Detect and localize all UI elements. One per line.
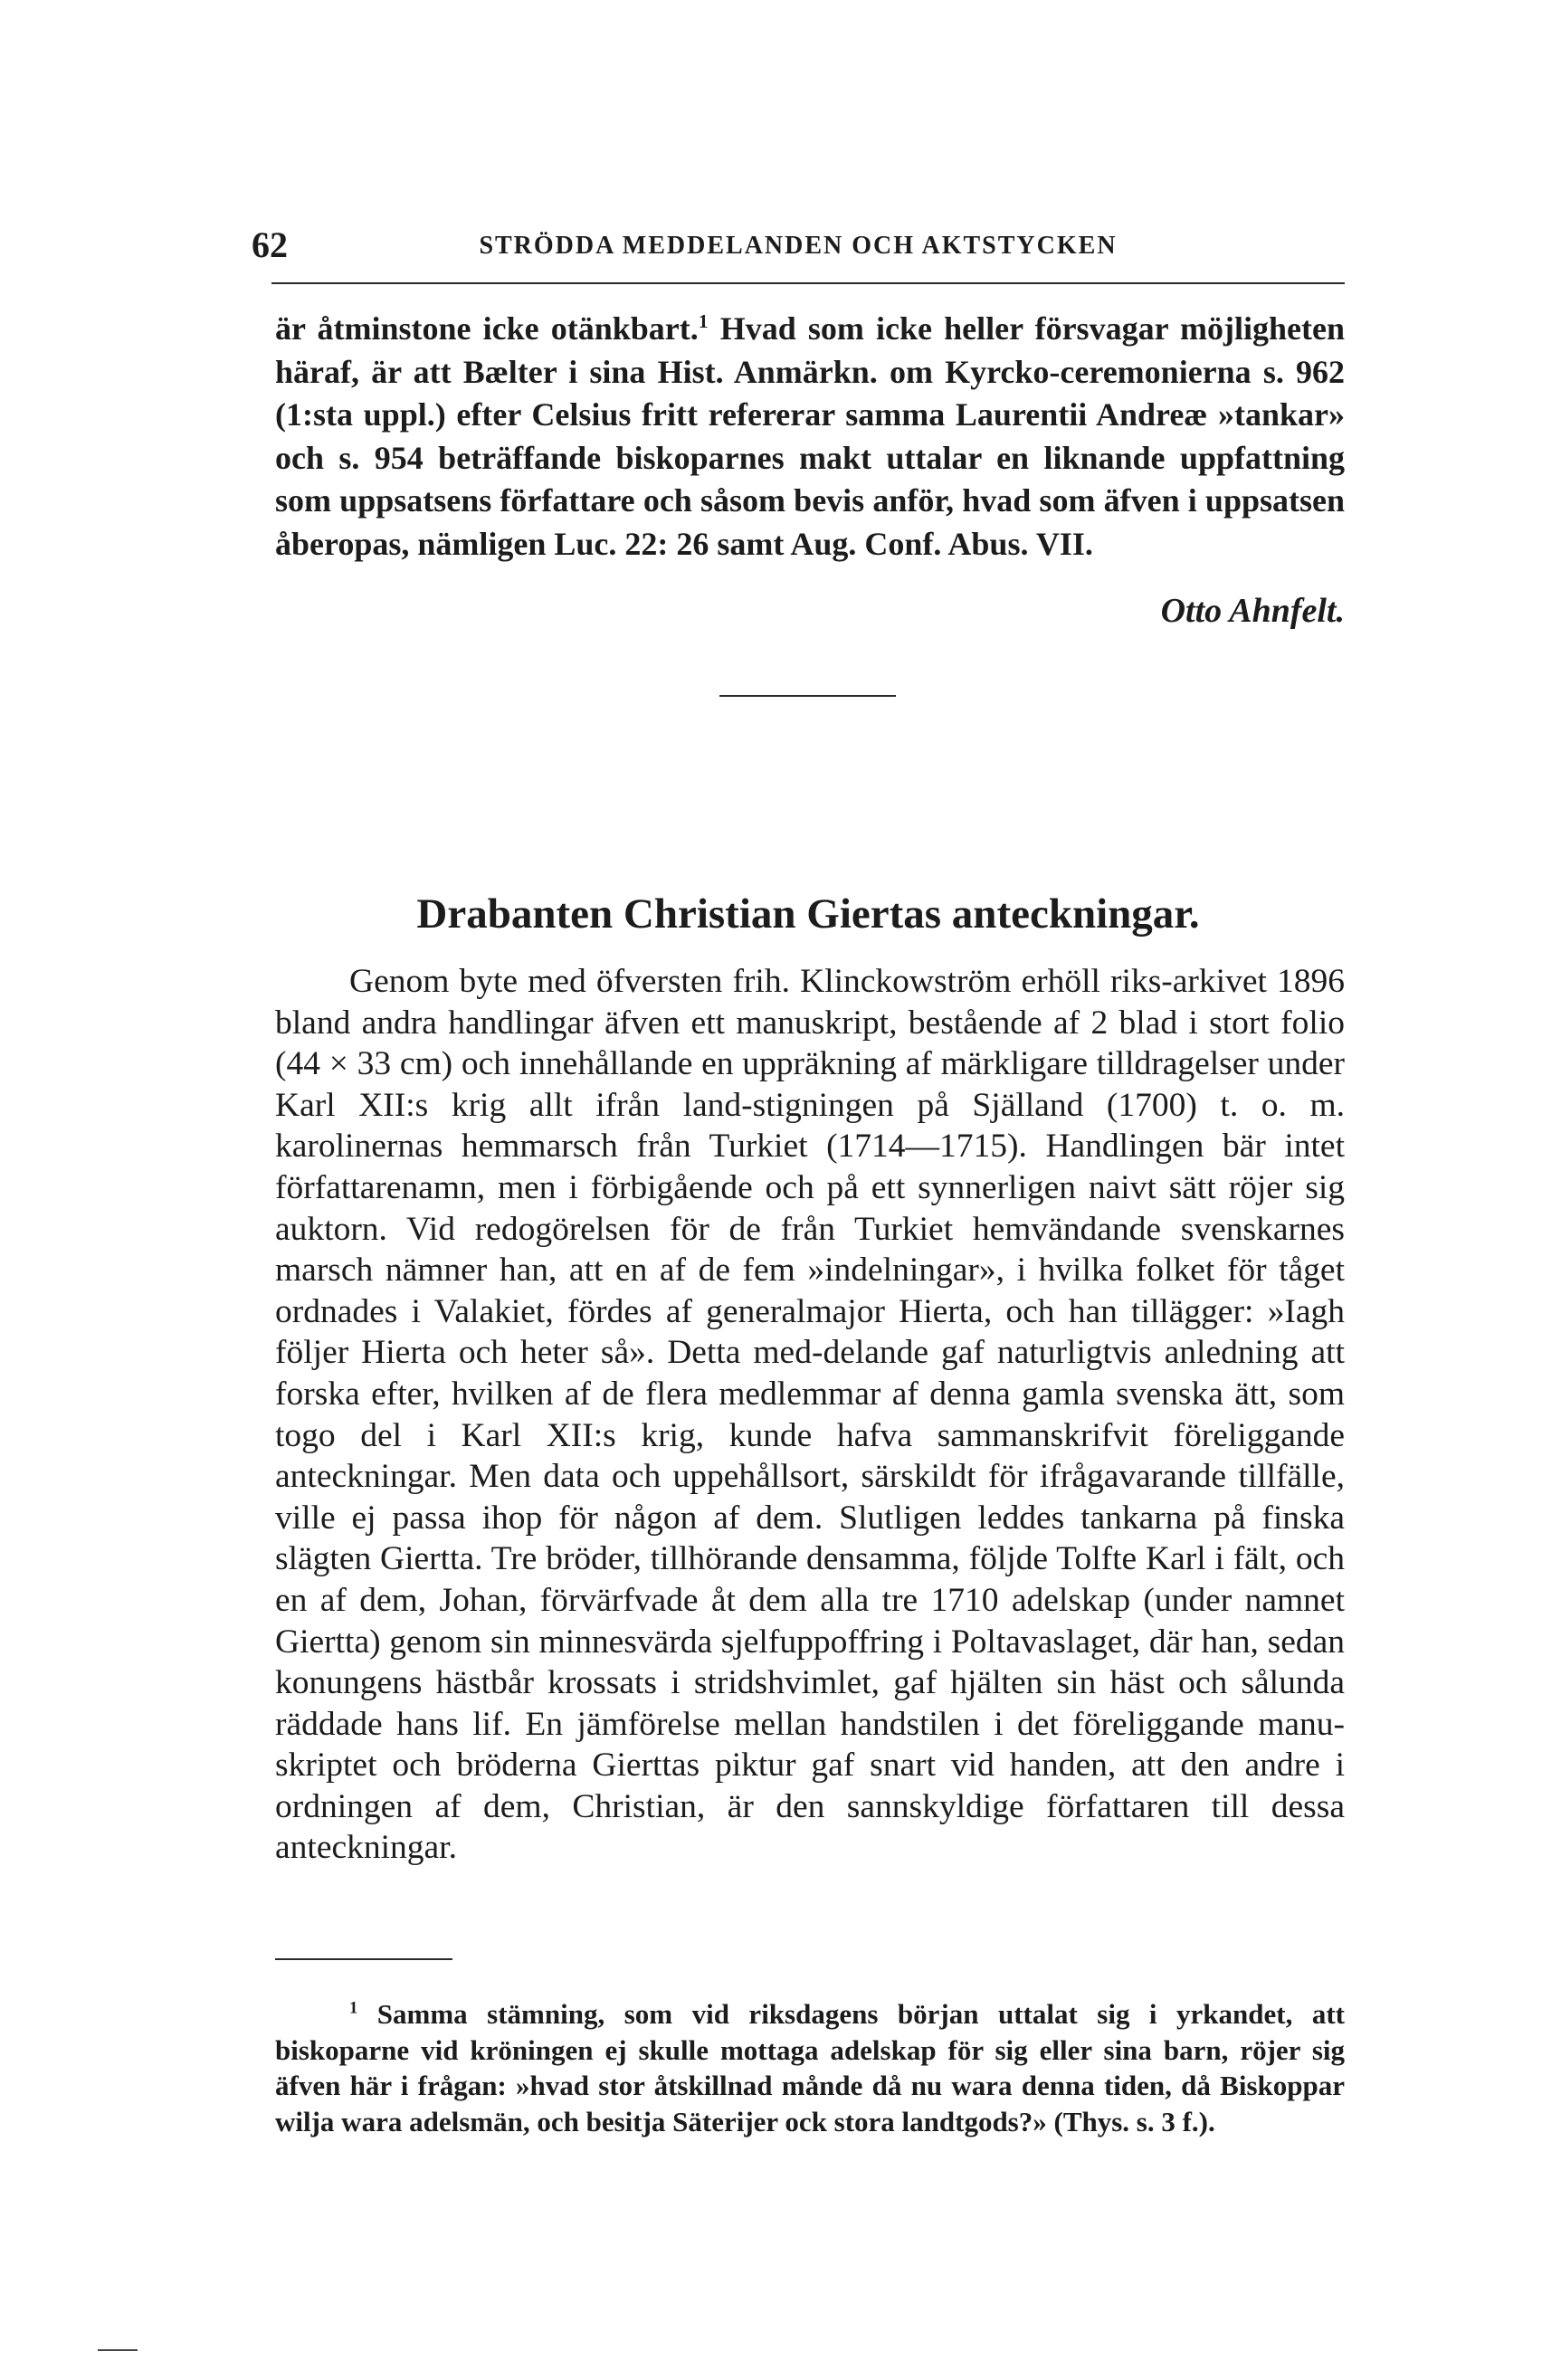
section-divider bbox=[719, 695, 896, 697]
footnote-mark: 1 bbox=[349, 1998, 358, 2018]
paragraph-text-before-note: är åtminstone icke otänkbart. bbox=[275, 310, 699, 347]
page-header bbox=[252, 223, 1345, 268]
article-title: Drabanten Christian Giertas anteckningar. bbox=[416, 890, 1200, 938]
footnote-text: Samma stämning, som vid riksdagens början uttalat sig i yrkandet, att biskoparne vid kröningen ej skulle mottaga adelskap för sig eller sina barn, röjer sig äfven här i frågan: »hvad stor åtskillnad månde då nu wara denna tiden, då Biskoppar wilja wara adelsmän, och besitja Säterijer ock stora landtgods?» (Thys. s. 3 f.). bbox=[275, 1998, 1345, 2137]
running-head: STRÖDDA MEDDELANDEN OCH AKTSTYCKEN bbox=[479, 232, 1118, 260]
footnote-rule bbox=[275, 1958, 452, 1960]
continued-paragraph bbox=[275, 308, 1345, 566]
header-rule bbox=[271, 282, 1345, 284]
page-number: 62 bbox=[252, 224, 288, 265]
author-signature: Otto Ahnfelt. bbox=[1160, 592, 1345, 630]
footnote-reference: 1 bbox=[698, 310, 709, 332]
footnote bbox=[275, 1996, 1345, 2139]
margin-mark bbox=[98, 2349, 138, 2351]
paragraph-text-after-note: Hvad som icke heller försvagar möjligheten häraf, är att Bælter i sina Hist. Anmärkn. om Kyrcko-ceremonierna s. 962 (1:sta uppl.) efter Celsius fritt refererar samma Laurentii Andreæ »tankar» och s. 954 beträffande biskoparnes makt uttalar en liknande uppfattning som uppsatsens författare och såsom bevis anför, hvad som äfven i uppsatsen åberopas, nämligen Luc. 22: 26 samt Aug. Conf. Abus. VII. bbox=[275, 310, 1346, 562]
article-body: Genom byte med öfversten frih. Klinckowström erhöll riks-arkivet 1896 bland andra handlingar äfven ett manuskript, bestående af 2 blad i stort folio (44 × 33 cm) och innehållande en uppräkning af märkligare tilldragelser under Karl XII:s krig allt ifrån land-stigningen på Själland (1700) t. o. m. karolinernas hemmarsch från Turkiet (1714—1715). Handlingen bär intet författarenamn, men i förbigående och på ett synnerligen naivt sätt röjer sig auktorn. Vid redogörelsen för de från Turkiet hemvändande svenskarnes marsch nämner han, att en af de fem »indelningar», i hvilka folket för tåget ordnades i Valakiet, fördes af generalmajor Hierta, och han tillägger: »Iagh följer Hierta och heter så». Detta med-delande gaf naturligtvis anledning att forska efter, hvilken af de flera medlemmar af denna gamla svenska ätt, som togo del i Karl XII:s krig, kunde hafva sammanskrifvit föreliggande anteckningar. Men data och uppehållsort, särskildt för ifrågavarande tillfälle, ville ej passa ihop för någon af dem. Slutligen leddes tankarna på finska slägten Giertta. Tre bröder, tillhörande densamma, följde Tolfte Karl i fält, och en af dem, Johan, förvärfvade åt dem alla tre 1710 adelskap (under namnet Giertta) genom sin minnesvärda sjelfuppoffring i Poltavaslaget, där han, sedan konungens hästbår krossats i stridshvimlet, gaf hjälten sin häst och sålunda räddade hans lif. En jämförelse mellan handstilen i det föreliggande manu-skriptet och bröderna Gierttas piktur gaf snart vid handen, att den andre i ordningen af dem, Christian, är den sannskyldige författaren till dessa anteckningar. bbox=[275, 963, 1345, 1867]
